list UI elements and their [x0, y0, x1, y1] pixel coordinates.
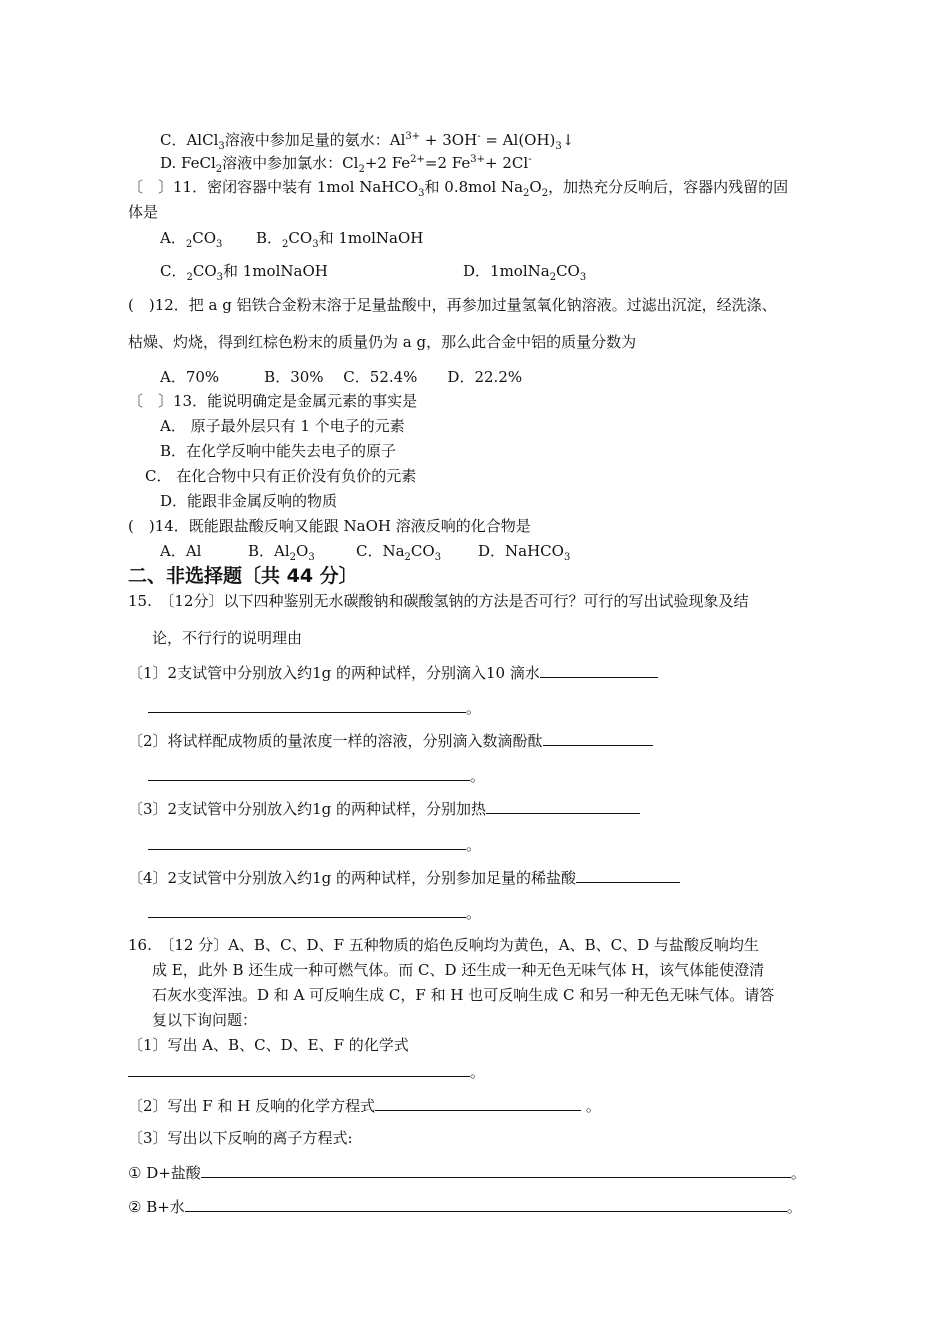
q14-option-b: B．$Al_2O_3$: [248, 542, 315, 563]
q15-stem: 15. 〔12分〕以下四种鉴别无水碳酸钠和碳酸氢钠的方法是否可行？可行的写出试验现象及结: [128, 592, 749, 610]
q14-option-a: A．Al: [160, 542, 202, 560]
answer-blank[interactable]: [543, 731, 653, 746]
q11-option-c: C．$_2CO_3$和 1molNaOH: [160, 262, 328, 283]
q16-part-1-answer: 。: [128, 1062, 485, 1081]
answer-blank[interactable]: [148, 835, 466, 850]
q16-stem-cont-3: 复以下询问题：: [152, 1011, 258, 1029]
answer-blank[interactable]: [148, 903, 466, 918]
q11-option-d: D．$1molNa_2CO_3$: [463, 262, 587, 283]
answer-blank[interactable]: [486, 799, 640, 814]
q15-part-4-answer: 。: [148, 903, 481, 922]
answer-blank[interactable]: [185, 1197, 787, 1212]
q16-stem-cont-1: 成 E，此外 B 还生成一种可燃气体。而 C、D 还生成一种无色无味气体 H，该气体能使澄清: [152, 961, 765, 979]
q12-stem-cont: 枯燥、灼烧，得到红棕色粉末的质量仍为 a g，那么此合金中铝的质量分数为: [128, 333, 637, 351]
answer-blank[interactable]: [201, 1163, 791, 1178]
q13-option-a: A． 原子最外层只有 1 个电子的元素: [160, 417, 405, 435]
q16-reaction-2: ② B+水 。: [128, 1198, 802, 1216]
q15-stem-cont: 论，不行行的说明理由: [152, 629, 303, 647]
answer-blank[interactable]: [128, 1062, 470, 1077]
q10-option-d: D. FeCl$_2$溶液中参加氯水：$Cl_2+2$ $Fe^{2+}=2$ $Fe^{3+}+ 2Cl^-$: [160, 154, 532, 175]
q16-reaction-1: ① D+盐酸 。: [128, 1164, 806, 1182]
answer-blank[interactable]: [148, 766, 470, 781]
q13-option-b: B．在化学反响中能失去电子的原子: [160, 442, 397, 460]
q16-part-3: 〔3〕写出以下反响的离子方程式:: [128, 1129, 353, 1147]
q15-part-1-answer: 。: [148, 698, 481, 717]
q15-part-4: 〔4〕2支试管中分别放入约1g 的两种试样，分别参加足量的稀盐酸: [128, 868, 680, 887]
q16-stem: 16. 〔12 分〕A、B、C、D、F 五种物质的焰色反响均为黄色，A、B、C、D 与盐酸反响均生: [128, 936, 759, 954]
q13-option-c: C． 在化合物中只有正价没有负价的元素: [145, 467, 417, 485]
q14-option-d: D．NaHCO$_3$: [478, 542, 571, 563]
q11-option-a: A．$_2CO_3$: [160, 229, 223, 250]
q14-stem: ( )14．既能跟盐酸反响又能跟 NaOH 溶液反响的化合物是: [128, 517, 531, 535]
section-heading: 二、非选择题〔共 44 分〕: [128, 565, 358, 587]
q13-option-d: D．能跟非金属反响的物质: [160, 492, 338, 510]
q15-part-1: 〔1〕2支试管中分别放入约1g 的两种试样，分别滴入10 滴水: [128, 663, 658, 682]
answer-blank[interactable]: [148, 698, 466, 713]
answer-blank[interactable]: [375, 1096, 581, 1111]
q16-part-2: 〔2〕写出 F 和 H 反响的化学方程式 。: [128, 1097, 601, 1115]
q10-option-c: C．AlCl$_3$溶液中参加足量的氨水：$Al^{3+} + 3OH^-$ = $Al(OH)_3↓$: [160, 131, 575, 152]
q15-part-2: 〔2〕将试样配成物质的量浓度一样的溶液，分别滴入数滴酚酞: [128, 731, 653, 750]
q11-stem: 〔 〕11．密闭容器中装有 1mol NaHCO$_3$和 0.8mol $Na_2O_2$，加热充分反响后，容器内残留的固: [128, 178, 789, 199]
q12-options: A．70% B．30% C．52.4% D．22.2%: [160, 368, 523, 386]
q12-stem: ( )12．把 a g 铝铁合金粉末溶于足量盐酸中，再参加过量氢氧化钠溶液。过滤出沉淀，经洗涤、: [128, 296, 777, 314]
q15-part-2-answer: 。: [148, 766, 485, 785]
q14-option-c: C．$Na_2CO_3$: [356, 542, 442, 563]
answer-blank[interactable]: [576, 868, 680, 883]
q16-part-1: 〔1〕写出 A、B、C、D、E、F 的化学式: [128, 1036, 409, 1054]
q11-stem-cont: 体是: [128, 203, 159, 221]
q11-option-b: B．$_2CO_3$和 1molNaOH: [256, 229, 424, 250]
q13-stem: 〔 〕13．能说明确定是金属元素的事实是: [128, 392, 418, 410]
answer-blank[interactable]: [540, 663, 658, 678]
q15-part-3-answer: 。: [148, 835, 481, 854]
q16-stem-cont-2: 石灰水变浑浊。D 和 A 可反响生成 C，F 和 H 也可反响生成 C 和另一种无色无味气体。请答: [152, 986, 775, 1004]
q15-part-3: 〔3〕2支试管中分别放入约1g 的两种试样，分别加热: [128, 799, 640, 818]
